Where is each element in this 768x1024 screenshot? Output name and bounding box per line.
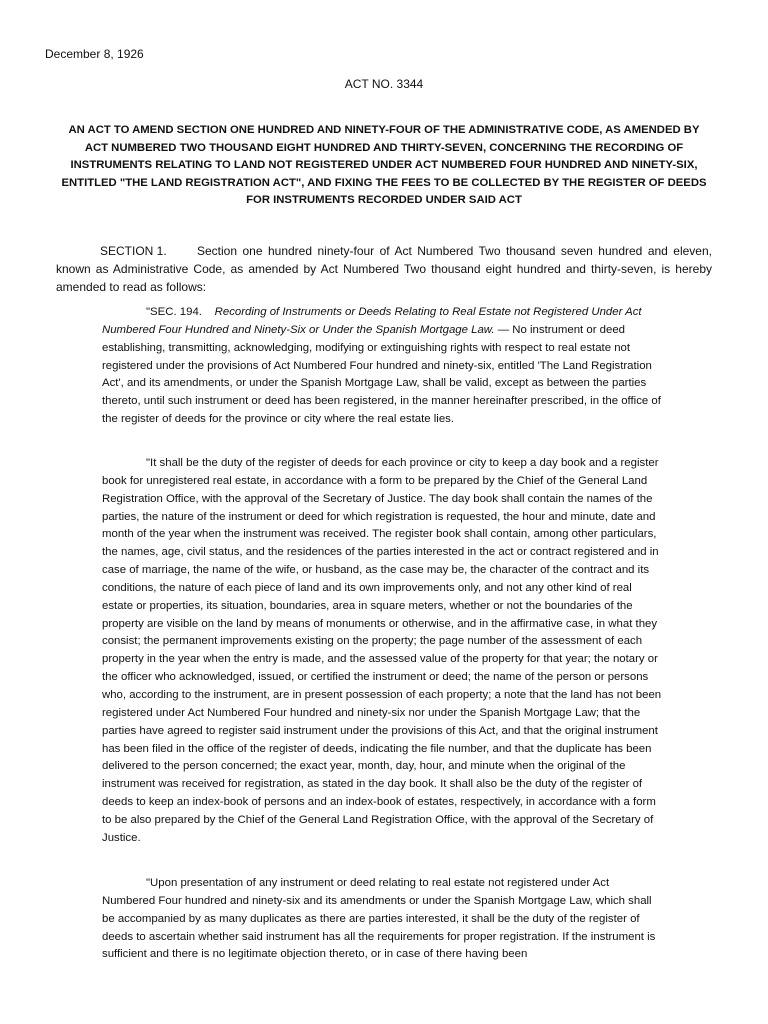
section-1-paragraph bbox=[56, 243, 712, 296]
section-heading: SECTION 1. bbox=[100, 244, 167, 258]
sec-194-text: — No instrument or deed establishing, transmitting, acknowledging, modifying or extinguishing rights with respect to real estate not registered under the provisions of Act Numbered Four hundred and ninety-six, entitled 'The Land Registration Act', and its amendments, or under the Spanish Mortgage Law, shall be valid, except as between the parties thereto, until such instrument or deed has been registered, in the manner hereinafter prescribed, in the office of the register of deeds for the province or city where the real estate lies. bbox=[102, 323, 661, 426]
document-date: December 8, 1926 bbox=[45, 47, 144, 61]
paragraph-2-text: "It shall be the duty of the register of deeds for each province or city to keep a day book and a register book for unregistered real estate, in accordance with a form to be prepared by the Chief of the General Land Registration Office, with the approval of the Secretary of Justice. The day book shall contain the names of the parties, the nature of the instrument or deed for which registration is requested, the hour and minute, date and month of the year when the instrument was received. The register book shall contain, among other particulars, the names, age, civil status, and the residences of the parties interested in the act or contract registered and in case of marriage, the name of the wife, or husband, as the case may be, the character of the contract and its conditions, the nature of each piece of land and its own improvements only, and not any other kind of real estate or properties, its situation, boundaries, area in square meters, whether or not the boundaries of the property are visible on the land by means of monuments or otherwise, and in the affirmative case, in what they consist; the permanent improvements existing on the property; the page number of the assessment of each property in the year when the entry is made, and the assessed value of the property for that year; the notary or the officer who acknowledged, issued, or certified the instrument or deed; the name of the person or persons who, according to the instrument, are in present possession of each property; a note that the land has not been registered under Act Numbered Four hundred and ninety-six nor under the Spanish Mortgage Law; that the parties have agreed to register said instrument under the provisions of this Act, and that the original instrument has been filed in the office of the register of deeds, indicating the file number, and that the duplicate has been delivered to the person concerned; the exact year, month, day, hour, and minute when the original of the instrument was received for registration, as stated in the day book. It shall also be the duty of the register of deeds to keep an index-book of persons and an index-book of estates, respectively, in accordance with a form to be also prepared by the Chief of the General Land Registration Office, with the approval of the Secretary of Justice. bbox=[102, 457, 662, 844]
quoted-paragraph-2 bbox=[102, 455, 664, 848]
act-title: AN ACT TO AMEND SECTION ONE HUNDRED AND NINETY-FOUR OF THE ADMINISTRATIVE CODE, AS AMENDED BY ACT NUMBERED TWO THOUSAND EIGHT HUNDRED AND THIRTY-SEVEN, CONCERNING THE RECORDING OF INSTRUMENTS RELATING TO LAND NOT REGISTERED UNDER ACT NUMBERED FOUR HUNDRED AND NINETY-SIX, ENTITLED "THE LAND REGISTRATION ACT", AND FIXING THE FEES TO BE COLLECTED BY THE REGISTER OF DEEDS FOR INSTRUMENTS RECORDED UNDER SAID ACT bbox=[61, 124, 707, 207]
act-number: ACT NO. 3344 bbox=[344, 77, 424, 91]
sec-194-label: "SEC. 194. bbox=[146, 306, 202, 318]
quoted-paragraph-1 bbox=[102, 304, 664, 429]
sec-194-caption: Recording of Instruments or Deeds Relating to Real Estate not Registered Under Act Numbered Four Hundred and Ninety-Six or Under the Spanish Mortgage Law. bbox=[102, 306, 642, 336]
paragraph-3-text: "Upon presentation of any instrument or deed relating to real estate not registered under Act Numbered Four hundred and ninety-six and its amendments or under the Spanish Mortgage Law, which shall be accompanied by as many duplicates as there are parties interested, it shall be the duty of the register of deeds to ascertain whether said instrument has all the requirements for proper registration. If the instrument is sufficient and there is no legitimate objection thereto, or in case of there having been bbox=[102, 877, 656, 961]
quoted-paragraph-3 bbox=[102, 875, 664, 964]
section-1-text: Section one hundred ninety-four of Act Numbered Two thousand seven hundred and eleven, known as Administrative Code, as amended by Act Numbered Two thousand eight hundred and thirty-seven, is hereby amended to read as follows: bbox=[56, 244, 712, 294]
